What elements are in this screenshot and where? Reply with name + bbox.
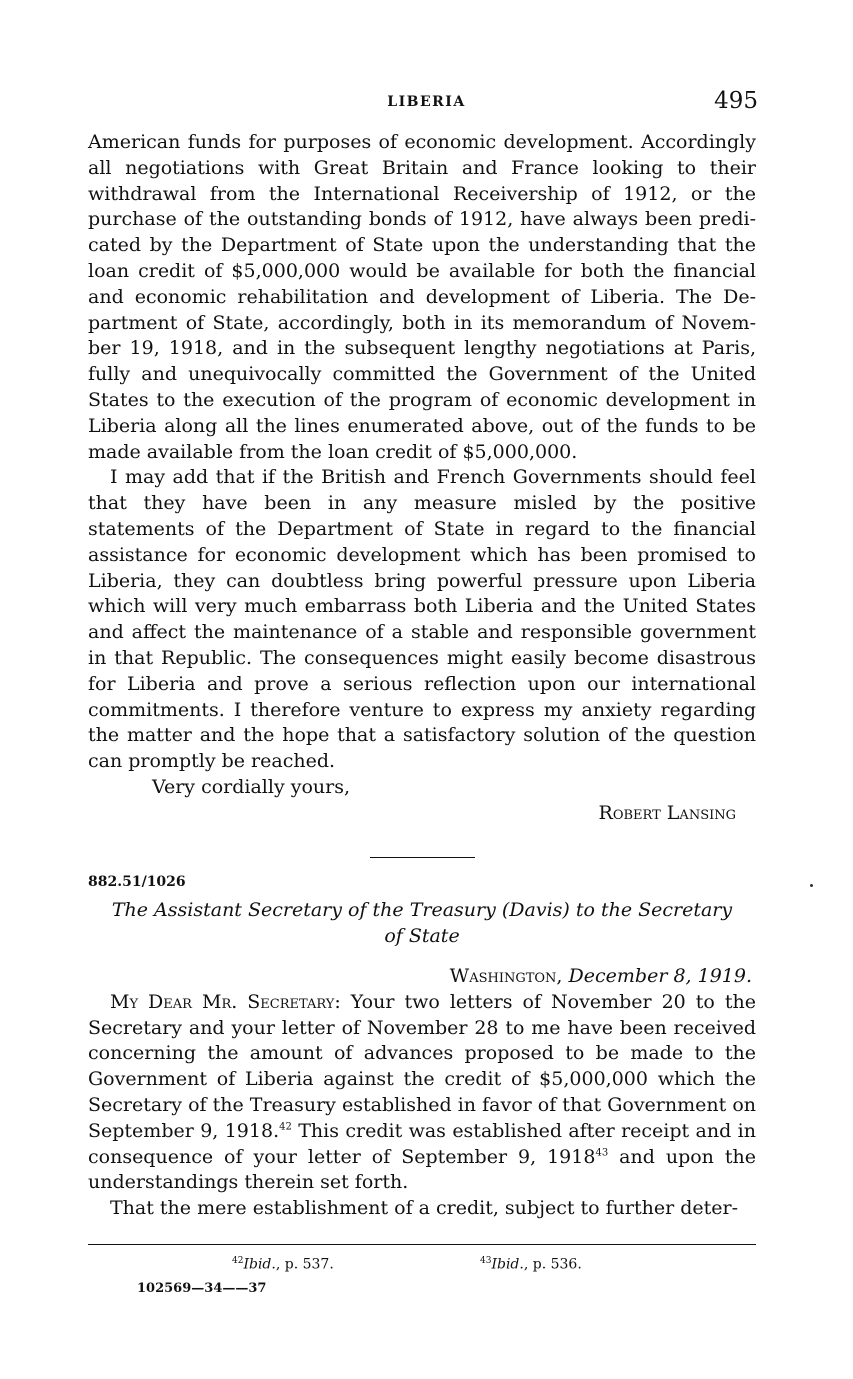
letter-body	[88, 130, 756, 827]
dateline	[88, 964, 756, 990]
signature: Robert Lansing	[598, 801, 736, 824]
footnote-mark: 42	[232, 1256, 244, 1266]
printer-code: 102569—34——37	[137, 1281, 267, 1296]
scan-speck	[810, 884, 813, 887]
paragraph-text: Your two letters of November 20 to the Secretary and your letter of November 28 to me have been received concerning the amount of advances proposed to be made to the Government of Liberia against the credit of $5,000,000 which the Secretary of the Treasury established in favor of that Government on September 9, 1918.	[88, 990, 756, 1142]
footnote-ibid: Ibid.	[491, 1256, 524, 1273]
heading-line: The Assistant Secretary of the Treasury (Davis) to the Secretary	[111, 899, 733, 921]
footnote-rule	[88, 1244, 756, 1245]
dateline-place: Washington,	[449, 965, 563, 987]
file-number: 882.51/1026	[88, 874, 186, 890]
footnote-page: , p. 537.	[275, 1256, 334, 1273]
closing-line: Very cordially yours,	[152, 775, 351, 798]
paragraph: American funds for purposes of economic development. Accordingly all negotiations with Great Britain and France looking to their withdrawal from the International Receivership of 1912, or the purchase of the outstanding bonds of 1912, have always been predicated by the Department of State upon the understanding that the loan credit of $5,000,000 would be available for both the financial and economic rehabilitation and development of Liberia. The Department of State, accordingly, both in its memorandum of November 19, 1918, and in the subsequent lengthy negotiations at Paris, fully and unequivocally committed the Government of the United States to the execution of the program of economic development in Liberia along all the lines enumerated above, out of the funds to be made available from the loan credit of $5,000,000.	[88, 131, 756, 463]
footnote-reference: 43	[595, 1147, 609, 1159]
paragraph-text: and upon the understandings therein set forth.	[88, 1145, 756, 1194]
letter-body	[88, 964, 756, 1222]
paragraph: I may add that if the British and French Governments should feel that they have been in any measure misled by the positive statements of the Department of State in regard to the financial assistance for economic development which has been promised to Liberia, they can doubtless bring powerful pressure upon Liberia which will very much embarrass both Liberia and the United States and affect the maintenance of a stable and responsible government in that Republic. The consequences might easily become disastrous for Liberia and prove a serious reflection upon our international commitments. I therefore venture to express my anxiety regarding the matter and the hope that a satisfactory solution of the question can promptly be reached.	[88, 466, 756, 773]
dateline-date: December 8, 1919.	[568, 965, 752, 987]
running-head	[0, 88, 853, 118]
document-heading	[88, 898, 756, 950]
footnote-ibid: Ibid.	[243, 1256, 276, 1273]
salutation: My Dear Mr. Secretary:	[110, 990, 341, 1013]
paragraph	[88, 990, 756, 1196]
footnote-page: , p. 536.	[523, 1256, 582, 1273]
section-divider	[370, 857, 475, 858]
heading-line: of State	[384, 924, 460, 947]
page-number: 495	[714, 88, 758, 114]
footnote-43	[480, 1256, 582, 1273]
footnote-reference: 42	[279, 1121, 292, 1133]
paragraph: That the mere establishment of a credit, subject to further deter-	[110, 1197, 739, 1220]
footnote-mark: 43	[480, 1256, 492, 1266]
paragraph-text: This credit was established after receipt and in consequence of your letter of September 9, 1918	[88, 1119, 756, 1168]
footnote-42	[232, 1256, 334, 1273]
running-title: LIBERIA	[387, 94, 466, 110]
